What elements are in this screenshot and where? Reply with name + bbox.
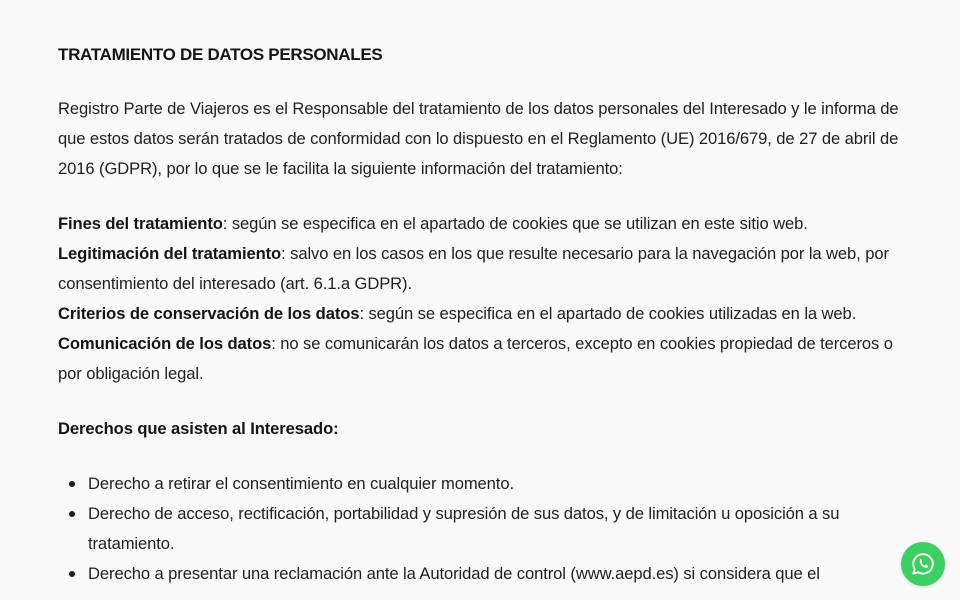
whatsapp-icon: [911, 552, 935, 576]
bullet-icon: [69, 571, 75, 577]
right-text: Derecho a presentar una reclamación ante la Autoridad de control (www.aepd.es) si considera que el: [88, 564, 820, 583]
right-text: Derecho a retirar el consentimiento en cualquier momento.: [88, 474, 514, 493]
info-text: : según se especifica en el apartado de cookies que se utilizan en este sitio web.: [222, 214, 808, 233]
info-communication: [58, 329, 908, 389]
info-retention: [58, 299, 908, 329]
list-item: [88, 559, 908, 589]
right-text: Derecho de acceso, rectificación, portabilidad y supresión de sus datos, y de limitación u oposición a su tratamiento.: [88, 504, 840, 553]
info-legitimation: [58, 239, 908, 299]
info-purpose: [58, 209, 908, 239]
whatsapp-button[interactable]: [901, 542, 945, 586]
list-item: [88, 469, 908, 499]
privacy-content: [58, 42, 908, 589]
info-label: Comunicación de los datos: [58, 334, 272, 353]
list-item: [88, 499, 908, 559]
treatment-info: [58, 209, 908, 389]
section-title: TRATAMIENTO DE DATOS PERSONALES: [58, 45, 383, 64]
rights-title: Derechos que asisten al Interesado:: [58, 419, 339, 438]
info-text: : no se comunicarán los datos a terceros, excepto en cookies propiedad de terceros o por obligación legal.: [58, 334, 893, 383]
intro-paragraph: Registro Parte de Viajeros es el Responsable del tratamiento de los datos personales del Interesado y le informa de que estos datos serán tratados de conformidad con lo dispuesto en el Reglamento (UE) 2016/679, de 27 de abril de 2016 (GDPR), por lo que se le facilita la siguiente información del tratamiento:: [58, 99, 899, 178]
rights-list: [58, 469, 908, 589]
info-label: Fines del tratamiento: [58, 214, 223, 233]
info-label: Criterios de conservación de los datos: [58, 304, 360, 323]
info-label: Legitimación del tratamiento: [58, 244, 282, 263]
bullet-icon: [69, 481, 75, 487]
info-text: : según se especifica en el apartado de cookies utilizadas en la web.: [359, 304, 857, 323]
info-text: : salvo en los casos en los que resulte necesario para la navegación por la web, por consentimiento del interesado (art. 6.1.a GDPR).: [58, 244, 889, 293]
bullet-icon: [69, 511, 75, 517]
